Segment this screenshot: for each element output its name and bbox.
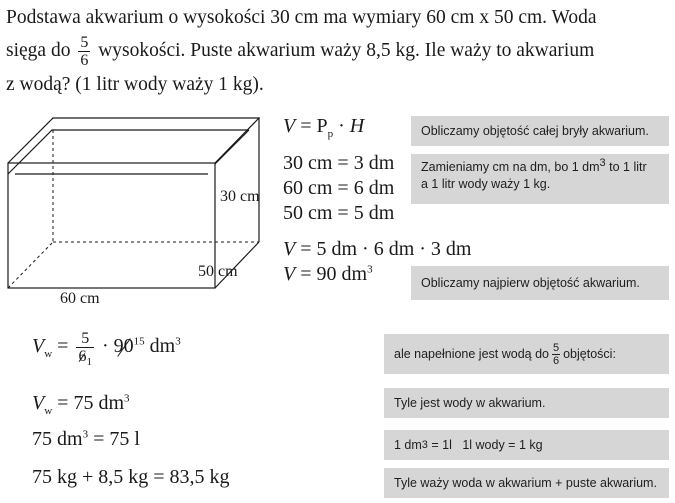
- front-face: [8, 163, 215, 288]
- conversion-50cm: 50 cm = 5 dm: [283, 202, 395, 224]
- total-weight: 75 kg + 8,5 kg = 83,5 kg: [32, 466, 230, 488]
- note-whole-volume: Obliczamy objętość całej bryły akwarium.: [411, 116, 669, 146]
- volume-result: V = 90 $dm^3$: [283, 263, 373, 285]
- note-water-amount: Tyle jest wody w akwarium.: [384, 388, 669, 418]
- depth-label: 50 cm: [198, 263, 238, 280]
- problem-line-3: z wodą? (1 litr wody waży 1 kg).: [6, 74, 264, 95]
- rim-edge: [215, 130, 249, 164]
- top-edges: [8, 118, 259, 163]
- note-total-weight: Tyle waży woda w akwarium + puste akwarium.: [384, 468, 669, 498]
- note-aquarium-volume: Obliczamy najpierw objętość akwarium.: [411, 266, 669, 300]
- conversion-60cm: 60 cm = 6 dm: [283, 177, 395, 199]
- height-label: 30 cm: [220, 188, 260, 205]
- volume-calculation: V = 5 dm · 6 dm · 3 dm: [283, 238, 472, 260]
- problem-line-1: Podstawa akwarium o wysokości 30 cm ma wymiary 60 cm x 50 cm. Woda: [6, 7, 597, 28]
- conversion-30cm: 30 cm = 3 dm: [283, 152, 395, 174]
- water-volume-equation: $V_w$ = $\frac{5}{6_1}$ · $90^{15}$ $dm^3$: [32, 330, 181, 369]
- volume-formula: $V = P_p \cdot H$: [283, 115, 365, 140]
- problem-fraction: [78, 34, 90, 69]
- fraction-denominator: 6: [80, 52, 89, 69]
- fraction-numerator: 5: [80, 34, 89, 51]
- aquarium-diagram: [0, 100, 280, 315]
- water-volume-result: $V_w = 75$ $dm^3$: [32, 392, 130, 417]
- rim-line: [8, 130, 249, 174]
- liters-conversion: 75 $dm^3 = 75$ l: [32, 428, 140, 450]
- problem-statement: [6, 2, 668, 101]
- width-label: 60 cm: [60, 290, 100, 307]
- note-cm-to-dm: Zamieniamy cm na dm, bo 1 $dm^3$ to 1 litr a 1 litr wody waży 1 kg.: [411, 154, 669, 204]
- problem-line-2-end: wysokości. Puste akwarium waży 8,5 kg. Ile waży to akwarium: [98, 39, 595, 61]
- problem-line-2-start: sięga do: [6, 39, 71, 61]
- note-liter-weight: 1 dm 3 = 1l 1l wody = 1 kg: [384, 430, 669, 460]
- note-water-fraction: ale napełnione jest wodą do $\frac{5}{6}$ objętości:: [384, 334, 669, 374]
